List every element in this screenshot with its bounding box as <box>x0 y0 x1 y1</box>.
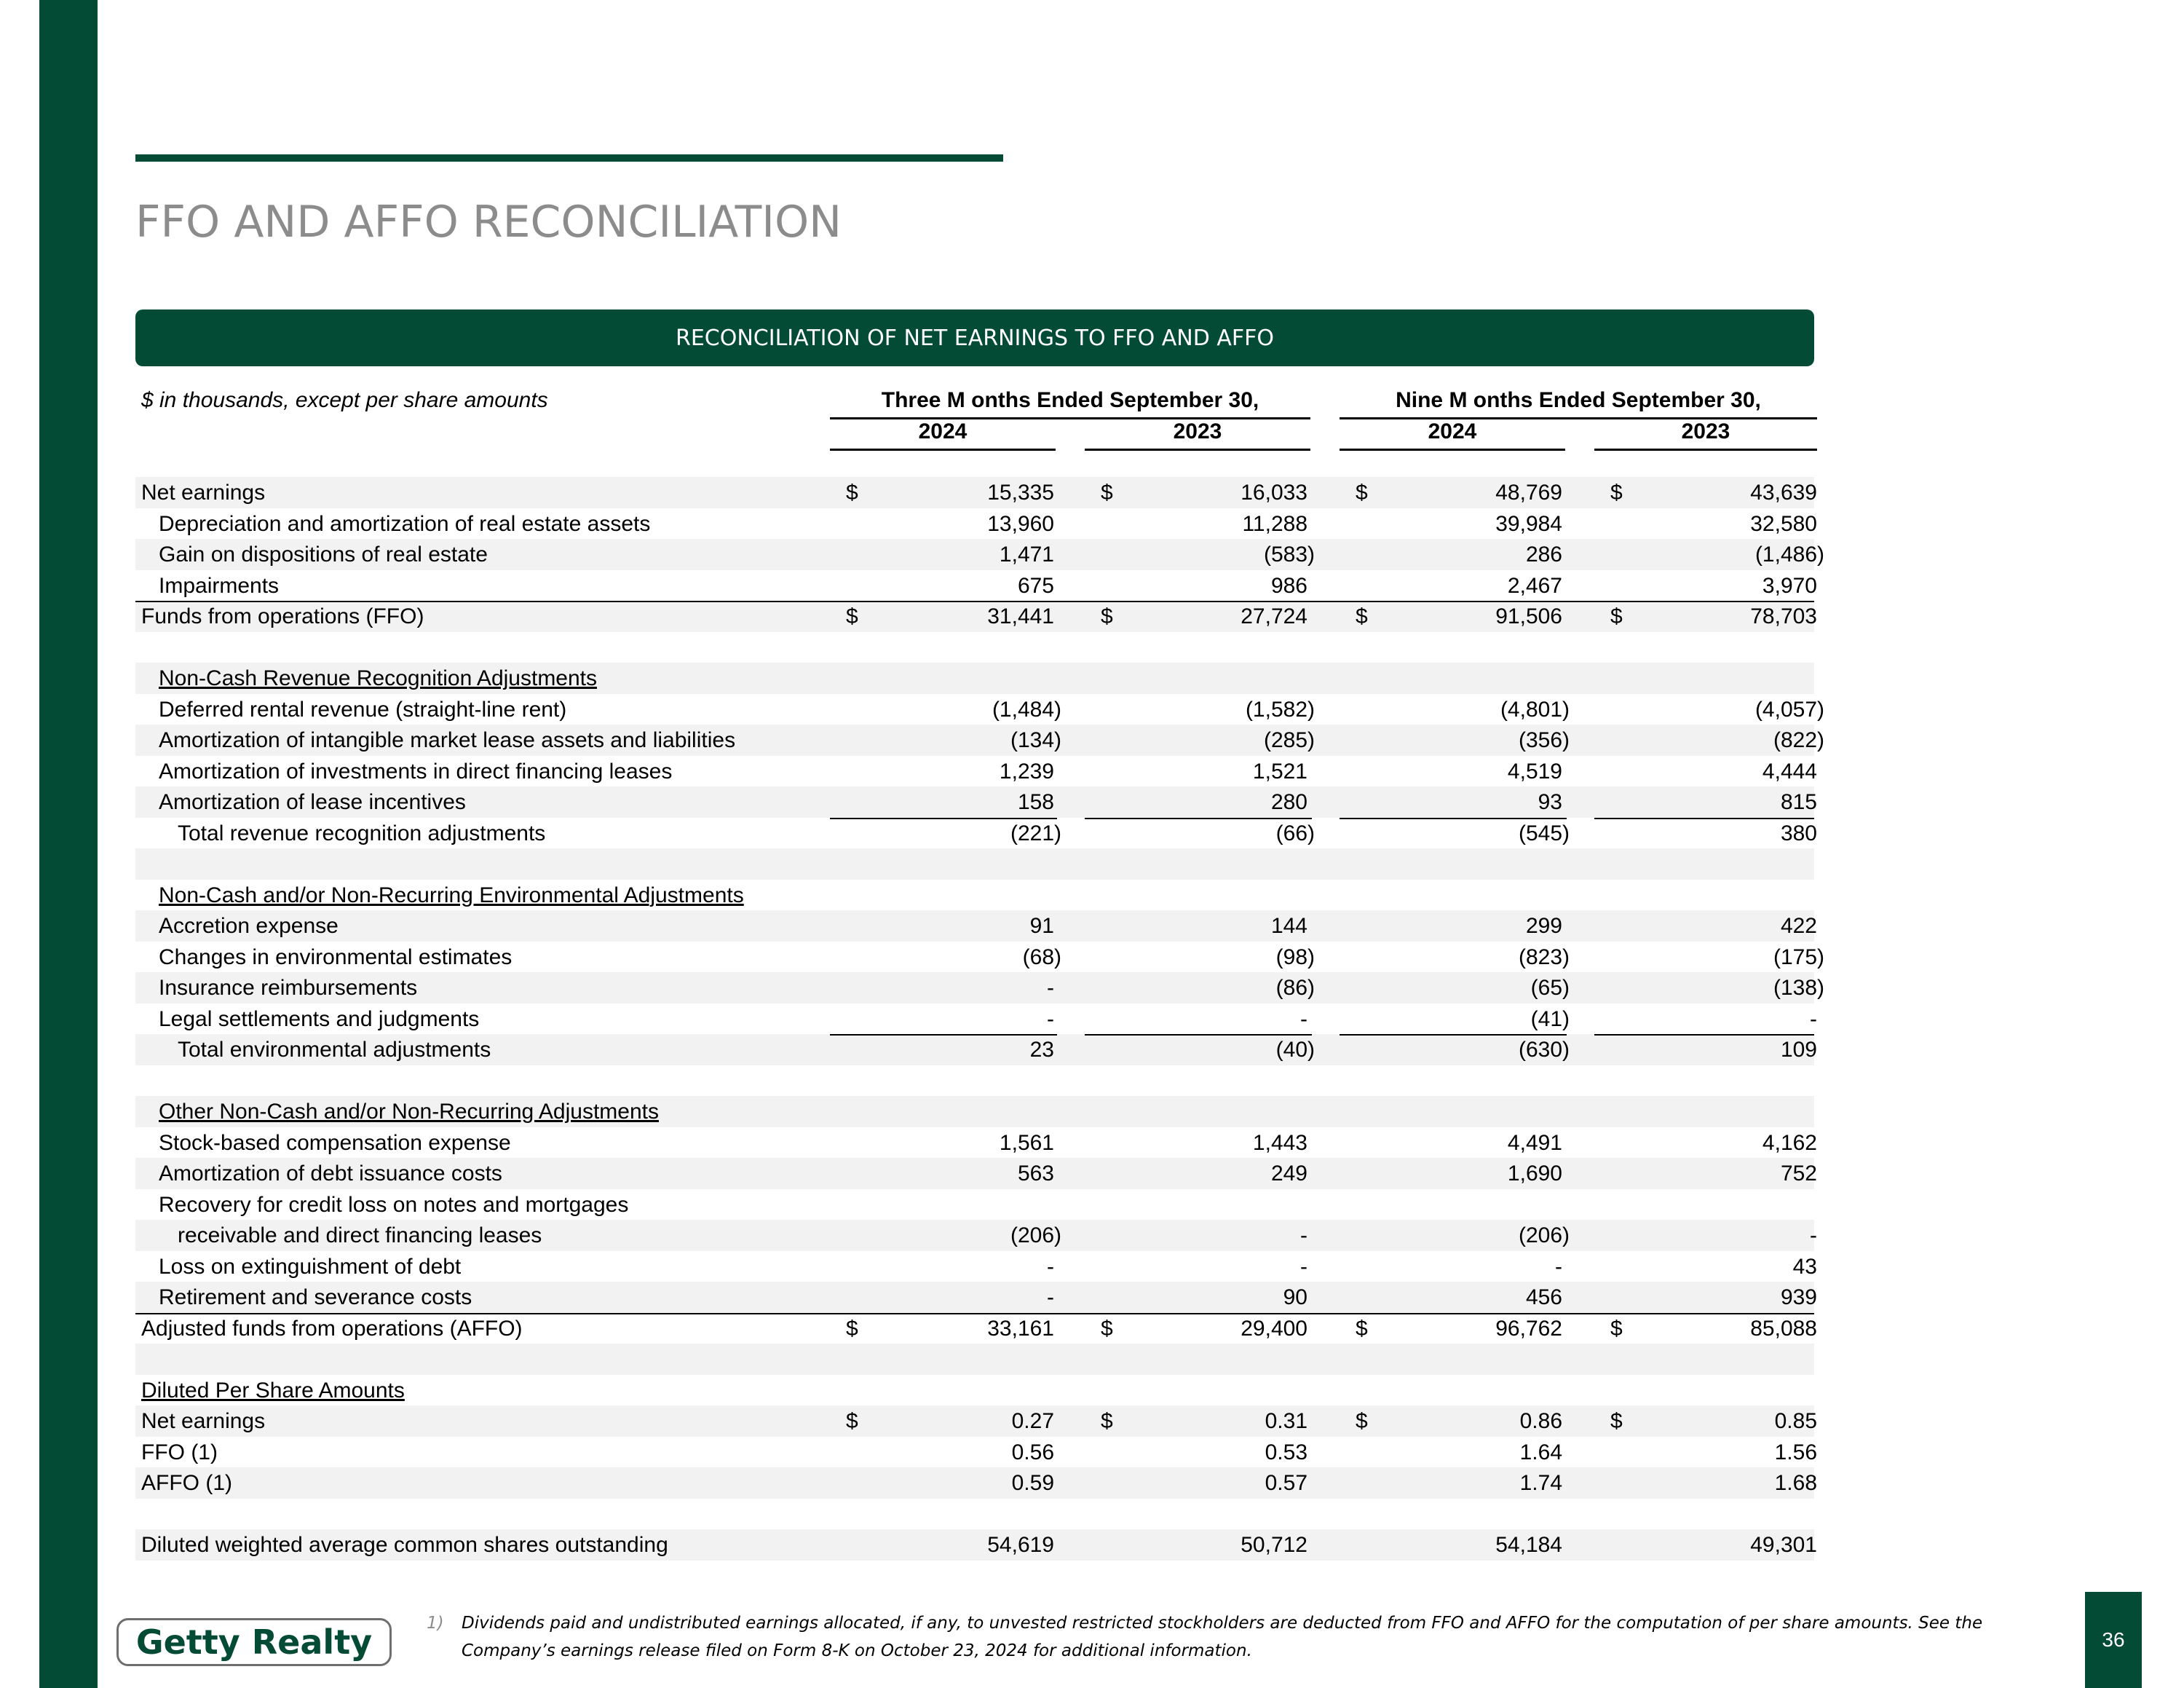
row-label: Recovery for credit loss on notes and mortgages <box>159 1192 629 1217</box>
cell-value: 0.57 <box>1265 1471 1307 1495</box>
table-row <box>135 1065 1814 1097</box>
cell-value: 4,491 <box>1507 1130 1562 1155</box>
footnote-number: 1) <box>427 1614 444 1633</box>
subtotal-rule <box>1594 818 1814 819</box>
year-header: 2023 <box>1085 419 1310 451</box>
getty-realty-logo: Getty Realty <box>116 1618 392 1666</box>
cell-value: (40) <box>1275 1038 1315 1062</box>
cell-value: (583) <box>1263 543 1315 567</box>
cell-value: (206) <box>1010 1223 1061 1247</box>
table-row <box>135 663 1814 694</box>
cell-value: 43,639 <box>1750 481 1817 505</box>
row-label: Diluted Per Share Amounts <box>141 1378 405 1403</box>
cell-value: (822) <box>1773 728 1824 752</box>
row-label: FFO (1) <box>141 1440 218 1464</box>
cell-value: 4,162 <box>1762 1130 1817 1155</box>
cell-value: 299 <box>1525 914 1562 938</box>
table-row <box>135 880 1814 911</box>
year-header: 2024 <box>1340 419 1565 451</box>
table-row <box>135 1499 1814 1530</box>
cell-value: 986 <box>1270 573 1307 598</box>
cell-value: 752 <box>1780 1162 1817 1186</box>
row-label: Legal settlements and judgments <box>159 1006 480 1031</box>
row-label: Other Non-Cash and/or Non-Recurring Adjustments <box>159 1100 659 1124</box>
cell-value: - <box>1047 1254 1054 1279</box>
table-row <box>135 632 1814 663</box>
table-row <box>135 1467 1817 1499</box>
row-label: Non-Cash Revenue Recognition Adjustments <box>159 666 598 690</box>
cell-value: (1,484) <box>992 697 1061 722</box>
table-row <box>135 508 1817 540</box>
dollar-sign: $ <box>1101 481 1113 505</box>
cell-value: 27,724 <box>1241 604 1307 628</box>
cell-value: (285) <box>1263 728 1315 752</box>
three-months-header: Three M onths Ended September 30, <box>830 388 1310 419</box>
cell-value: 0.53 <box>1265 1440 1307 1464</box>
subtotal-rule <box>1340 818 1567 819</box>
table-row <box>135 818 1817 849</box>
table-row <box>135 725 1824 756</box>
cell-value: 93 <box>1538 790 1562 814</box>
row-label: Impairments <box>159 573 280 598</box>
cell-value: 286 <box>1525 543 1562 567</box>
row-label: Loss on extinguishment of debt <box>159 1254 462 1279</box>
row-label: Non-Cash and/or Non-Recurring Environmental Adjustments <box>159 883 744 907</box>
cell-value: 563 <box>1017 1162 1054 1186</box>
cell-value: 144 <box>1270 914 1307 938</box>
cell-value: (41) <box>1530 1006 1570 1031</box>
cell-value: (138) <box>1773 976 1824 1000</box>
row-label: Insurance reimbursements <box>159 976 418 1000</box>
dollar-sign: $ <box>1356 1316 1368 1341</box>
cell-value: (134) <box>1010 728 1061 752</box>
cell-value: 380 <box>1780 821 1817 845</box>
cell-value: 1,521 <box>1252 759 1307 784</box>
reconciliation-table <box>135 477 1824 1561</box>
row-label: Net earnings <box>141 1409 266 1433</box>
table-row <box>135 1127 1817 1159</box>
table-row <box>135 1189 1814 1220</box>
row-label: AFFO (1) <box>141 1471 232 1495</box>
cell-value: - <box>1047 1285 1054 1309</box>
cell-value: 0.85 <box>1774 1409 1817 1433</box>
row-label: Funds from operations (FFO) <box>141 604 424 628</box>
cell-value: - <box>1047 976 1054 1000</box>
cell-value: (630) <box>1518 1038 1570 1062</box>
row-label: Amortization of debt issuance costs <box>159 1162 502 1186</box>
table-row <box>135 1375 1814 1406</box>
table-row <box>135 1034 1817 1065</box>
dollar-sign: $ <box>846 481 858 505</box>
cell-value: 249 <box>1270 1162 1307 1186</box>
table-row <box>135 1220 1817 1251</box>
table-row <box>135 1529 1817 1561</box>
cell-value: 1,471 <box>999 543 1054 567</box>
cell-value: 1.68 <box>1774 1471 1817 1495</box>
row-label: Total environmental adjustments <box>178 1038 491 1062</box>
cell-value: 32,580 <box>1750 511 1817 536</box>
table-row <box>135 848 1814 880</box>
cell-value: 11,288 <box>1242 511 1307 536</box>
dollar-sign: $ <box>1610 481 1623 505</box>
table-row <box>135 910 1817 942</box>
cell-value: - <box>1810 1223 1817 1247</box>
row-label: Net earnings <box>141 481 266 505</box>
row-label: Accretion expense <box>159 914 339 938</box>
cell-value: - <box>1555 1254 1562 1279</box>
cell-value: (206) <box>1518 1223 1570 1247</box>
dollar-sign: $ <box>1356 1409 1368 1433</box>
cell-value: (68) <box>1022 944 1061 969</box>
dollar-sign: $ <box>846 604 858 628</box>
footnote-text: Dividends paid and undistributed earnings allocated, if any, to unvested restricted stockholders are deducted from FFO and AFFO for the computation of per share amounts. See the Company’s earnings release filed on Form 8-K on October 23, 2024 for additional information. <box>462 1614 1983 1660</box>
cell-value: 91 <box>1029 914 1054 938</box>
dollar-sign: $ <box>1101 1409 1113 1433</box>
cell-value: 422 <box>1780 914 1817 938</box>
dollar-sign: $ <box>1610 604 1623 628</box>
row-label: Deferred rental revenue (straight-line rent) <box>159 697 567 722</box>
cell-value: 675 <box>1017 573 1054 598</box>
cell-value: 91,506 <box>1495 604 1562 628</box>
cell-value: 78,703 <box>1750 604 1817 628</box>
footnote <box>427 1609 1999 1665</box>
table-row <box>135 570 1817 602</box>
cell-value: - <box>1300 1006 1307 1031</box>
cell-value: 4,519 <box>1507 759 1562 784</box>
table-row <box>135 1251 1817 1282</box>
cell-value: 96,762 <box>1495 1316 1562 1341</box>
row-label: Adjusted funds from operations (AFFO) <box>141 1316 523 1341</box>
table-row <box>135 1437 1817 1468</box>
subtotal-rule <box>830 1034 1057 1036</box>
dollar-sign: $ <box>1356 481 1368 505</box>
cell-value: - <box>1300 1223 1307 1247</box>
table-row <box>135 756 1817 787</box>
cell-value: 1,690 <box>1507 1162 1562 1186</box>
cell-value: (86) <box>1275 976 1315 1000</box>
cell-value: (175) <box>1773 944 1824 969</box>
cell-value: 43 <box>1792 1254 1817 1279</box>
cell-value: 54,184 <box>1495 1533 1562 1557</box>
left-accent-bar <box>39 0 98 1688</box>
subtotal-rule <box>1085 1034 1312 1036</box>
row-label: Amortization of lease incentives <box>159 790 466 814</box>
row-label: Total revenue recognition adjustments <box>178 821 546 845</box>
page-number: 36 <box>2085 1592 2142 1688</box>
row-label: Stock-based compensation expense <box>159 1130 511 1155</box>
cell-value: 15,335 <box>987 481 1054 505</box>
cell-value: 158 <box>1017 790 1054 814</box>
dollar-sign: $ <box>1101 1316 1113 1341</box>
cell-value: (1,582) <box>1245 697 1315 722</box>
cell-value: 90 <box>1283 1285 1307 1309</box>
cell-value: 13,960 <box>987 511 1054 536</box>
subtotal-rule <box>1594 1034 1814 1036</box>
table-row <box>135 972 1824 1003</box>
cell-value: 1,561 <box>999 1130 1054 1155</box>
cell-value: - <box>1047 1006 1054 1031</box>
dollar-sign: $ <box>1356 604 1368 628</box>
table-row <box>135 1096 1814 1127</box>
cell-value: 39,984 <box>1495 511 1562 536</box>
cell-value: 3,970 <box>1762 573 1817 598</box>
row-label: Retirement and severance costs <box>159 1285 472 1309</box>
table-row <box>135 477 1817 508</box>
cell-value: (545) <box>1518 821 1570 845</box>
cell-value: 50,712 <box>1241 1533 1307 1557</box>
cell-value: 4,444 <box>1762 759 1817 784</box>
dollar-sign: $ <box>846 1316 858 1341</box>
total-rule <box>135 1313 1814 1314</box>
nine-months-header: Nine M onths Ended September 30, <box>1340 388 1817 419</box>
cell-value: (221) <box>1010 821 1061 845</box>
cell-value: 280 <box>1270 790 1307 814</box>
cell-value: 23 <box>1029 1038 1054 1062</box>
cell-value: 85,088 <box>1750 1316 1817 1341</box>
cell-value: 456 <box>1525 1285 1562 1309</box>
cell-value: (823) <box>1518 944 1570 969</box>
cell-value: 1.56 <box>1774 1440 1817 1464</box>
cell-value: - <box>1810 1006 1817 1031</box>
cell-value: (1,486) <box>1754 543 1824 567</box>
table-row <box>135 1158 1817 1189</box>
cell-value: 54,619 <box>987 1533 1054 1557</box>
table-row <box>135 694 1824 725</box>
cell-value: 31,441 <box>987 604 1054 628</box>
row-label: Depreciation and amortization of real estate assets <box>159 511 651 536</box>
cell-value: (4,801) <box>1500 697 1570 722</box>
row-label: Changes in environmental estimates <box>159 944 513 969</box>
cell-value: 33,161 <box>987 1316 1054 1341</box>
cell-value: 815 <box>1780 790 1817 814</box>
cell-value: 1,443 <box>1252 1130 1307 1155</box>
cell-value: (65) <box>1530 976 1570 1000</box>
table-row <box>135 601 1817 632</box>
cell-value: 0.56 <box>1011 1440 1054 1464</box>
row-label: Amortization of intangible market lease assets and liabilities <box>159 728 736 752</box>
dollar-sign: $ <box>1610 1409 1623 1433</box>
title-rule <box>135 154 1003 162</box>
cell-value: 16,033 <box>1241 481 1307 505</box>
section-banner: RECONCILIATION OF NET EARNINGS TO FFO AND AFFO <box>135 309 1814 366</box>
dollar-sign: $ <box>1610 1316 1623 1341</box>
cell-value: 49,301 <box>1750 1533 1817 1557</box>
table-row <box>135 1282 1817 1313</box>
dollar-sign: $ <box>1101 604 1113 628</box>
cell-value: 29,400 <box>1241 1316 1307 1341</box>
subtotal-rule <box>1085 818 1312 819</box>
cell-value: 1.74 <box>1519 1471 1562 1495</box>
cell-value: 109 <box>1780 1038 1817 1062</box>
table-row <box>135 1344 1814 1375</box>
cell-value: 2,467 <box>1507 573 1562 598</box>
cell-value: - <box>1300 1254 1307 1279</box>
cell-value: (4,057) <box>1754 697 1824 722</box>
year-header: 2023 <box>1594 419 1817 451</box>
cell-value: 1,239 <box>999 759 1054 784</box>
subtotal-rule <box>1340 1034 1567 1036</box>
cell-value: 0.86 <box>1519 1409 1562 1433</box>
dollar-sign: $ <box>846 1409 858 1433</box>
cell-value: (66) <box>1275 821 1315 845</box>
cell-value: 0.27 <box>1011 1409 1054 1433</box>
cell-value: 48,769 <box>1495 481 1562 505</box>
subtotal-rule <box>830 818 1057 819</box>
table-row <box>135 786 1817 818</box>
cell-value: (98) <box>1275 944 1315 969</box>
units-note: $ in thousands, except per share amounts <box>141 388 548 412</box>
cell-value: 1.64 <box>1519 1440 1562 1464</box>
year-header: 2024 <box>830 419 1056 451</box>
total-rule <box>135 601 1814 602</box>
cell-value: (356) <box>1518 728 1570 752</box>
table-row <box>135 942 1824 973</box>
cell-value: 939 <box>1780 1285 1817 1309</box>
table-row <box>135 1003 1817 1035</box>
table-row <box>135 1405 1817 1437</box>
page-title: FFO AND AFFO RECONCILIATION <box>135 197 842 248</box>
row-label: Diluted weighted average common shares outstanding <box>141 1533 668 1557</box>
cell-value: 0.31 <box>1265 1409 1307 1433</box>
table-row <box>135 1313 1817 1344</box>
row-label: receivable and direct financing leases <box>178 1223 542 1247</box>
row-label: Amortization of investments in direct financing leases <box>159 759 673 784</box>
cell-value: 0.59 <box>1011 1471 1054 1495</box>
row-label: Gain on dispositions of real estate <box>159 543 488 567</box>
table-row <box>135 539 1824 570</box>
